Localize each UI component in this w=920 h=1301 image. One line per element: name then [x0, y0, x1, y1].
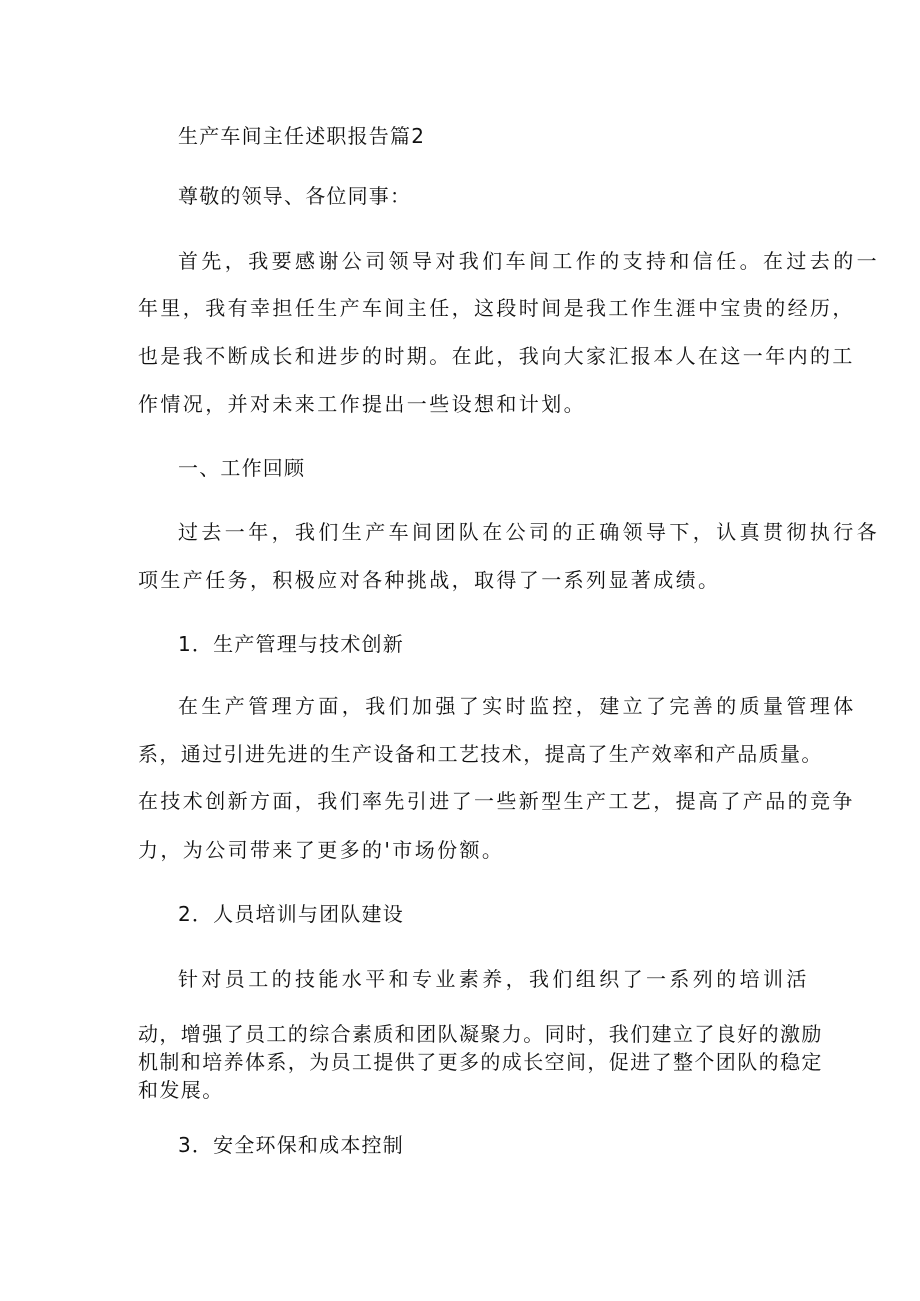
intro-line-1: 首先，我要感谢公司领导对我们车间工作的支持和信任。在过去的一	[178, 249, 880, 273]
item2-line-4: 和发展。	[138, 1078, 224, 1102]
intro-line-3: 也是我不断成长和进步的时期。在此，我向大家汇报本人在这一年内的工	[138, 344, 855, 368]
item1-line-1: 在生产管理方面，我们加强了实时监控，建立了完善的质量管理体	[178, 694, 857, 718]
document-title: 生产车间主任述职报告篇2	[178, 124, 426, 148]
item1-line-4: 力，为公司带来了更多的'市场份额。	[138, 838, 505, 862]
item2-line-2: 动，增强了员工的综合素质和团队凝聚力。同时，我们建立了良好的激励	[138, 1022, 823, 1046]
item2-heading: 2．人员培训与团队建设	[178, 902, 404, 926]
item1-heading: 1．生产管理与技术创新	[178, 632, 404, 656]
item1-line-2: 系，通过引进先进的生产设备和工艺技术，提高了生产效率和产品质量。	[138, 742, 823, 766]
item3-heading: 3．安全环保和成本控制	[178, 1133, 404, 1157]
section1-line-1: 过去一年，我们生产车间团队在公司的正确领导下，认真贯彻执行各	[178, 520, 880, 544]
item2-line-1: 针对员工的技能水平和专业素养，我们组织了一系列的培训活	[178, 967, 810, 991]
item2-line-3: 机制和培养体系，为员工提供了更多的成长空间，促进了整个团队的稳定	[138, 1050, 823, 1074]
section1-line-2: 项生产任务，积极应对各种挑战，取得了一系列显著成绩。	[138, 568, 721, 592]
intro-line-4: 作情况，并对未来工作提出一些设想和计划。	[138, 392, 586, 416]
salutation: 尊敬的领导、各位同事：	[178, 184, 412, 208]
section-heading-work-review: 一、工作回顾	[178, 456, 306, 480]
intro-line-2: 年里，我有幸担任生产车间主任，这段时间是我工作生涯中宝贵的经历，	[138, 296, 855, 320]
item1-line-3: 在技术创新方面，我们率先引进了一些新型生产工艺，提高了产品的竞争	[138, 789, 855, 813]
